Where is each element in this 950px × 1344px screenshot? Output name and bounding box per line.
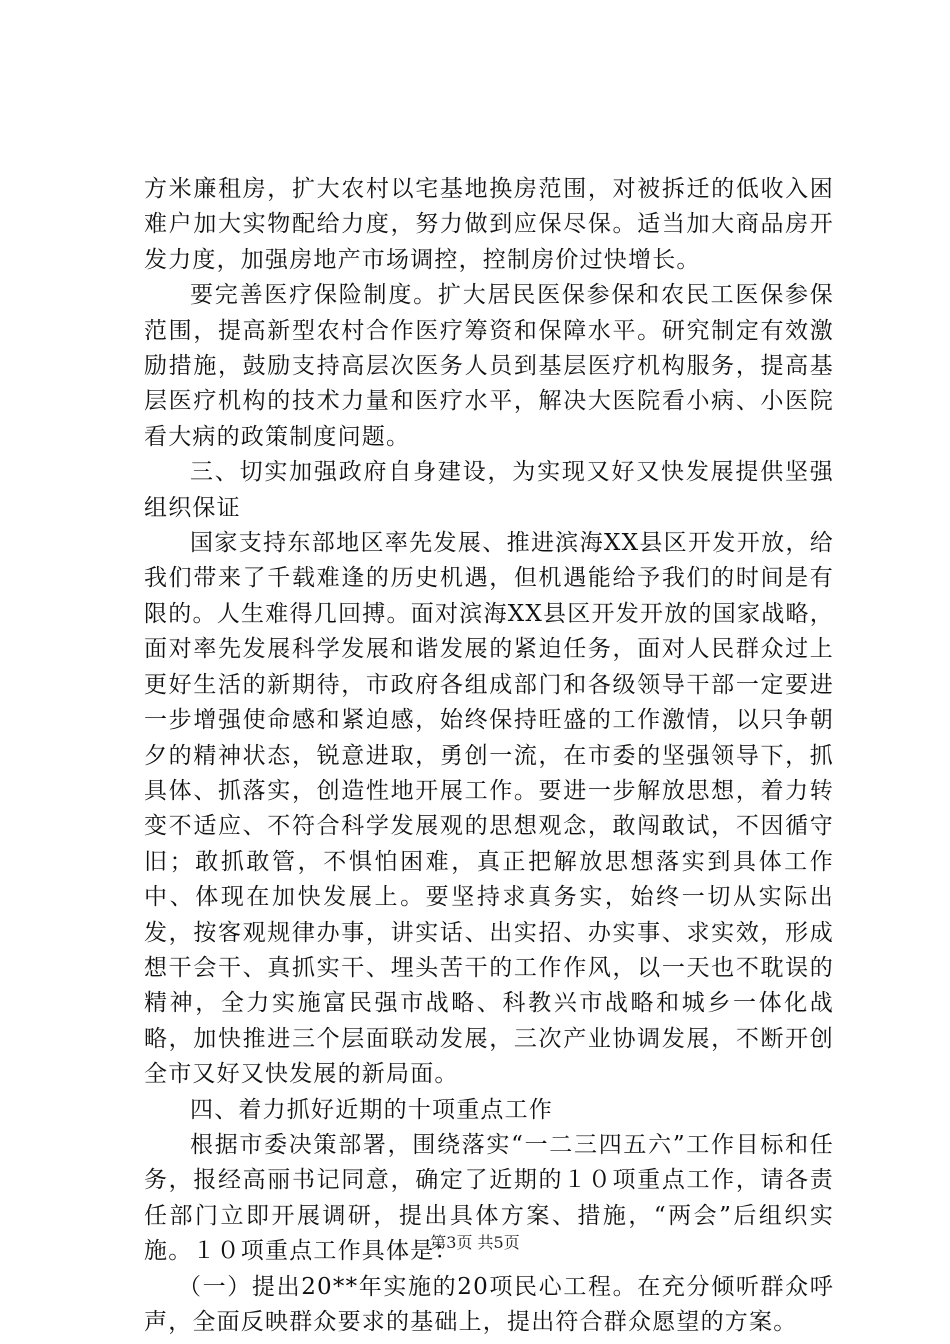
section-heading-4: 四、着力抓好近期的十项重点工作: [190, 1096, 553, 1123]
document-body: [144, 172, 834, 1340]
list-item-1: （一）提出20**年实施的20项民心工程。在充分倾听群众呼声，全面反映群众要求的基础上，提出符合群众愿望的方案。: [144, 1273, 834, 1335]
section-heading-3: 三、切实加强政府自身建设，为实现又好又快发展提供坚强组织保证: [144, 459, 834, 521]
paragraph-ten-key-tasks: 根据市委决策部署，围绕落实“一二三四五六”工作目标和任务，报经高丽书记同意，确定了近期的１０项重点工作，请各责任部门立即开展调研，提出具体方案、措施，“两会”后组织实施。１０项重点工作具体是：: [144, 1131, 834, 1265]
paragraph-housing: 方米廉租房，扩大农村以宅基地换房范围，对被拆迁的低收入困难户加大实物配给力度，努力做到应保尽保。适当加大商品房开发力度，加强房地产市场调控，控制房价过快增长。: [144, 176, 834, 273]
page-footer: 第3页 共5页: [430, 1233, 520, 1252]
paragraph-government-building: 国家支持东部地区率先发展、推进滨海XX县区开发开放，给我们带来了千载难逢的历史机遇，但机遇能给予我们的时间是有限的。人生难得几回搏。面对滨海XX县区开发开放的国家战略，面对率先发展科学发展和谐发展的紧迫任务，面对人民群众过上更好生活的新期待，市政府各组成部门和各级领导干部一定要进一步增强使命感和紧迫感，始终保持旺盛的工作激情，以只争朝夕的精神状态，锐意进取，勇创一流，在市委的坚强领导下，抓具体、抓落实，创造性地开展工作。要进一步解放思想，着力转变不适应、不符合科学发展观的思想观念，敢闯敢试，不因循守旧；敢抓敢管，不惧怕困难，真正把解放思想落实到具体工作中、体现在加快发展上。要坚持求真务实，始终一切从实际出发，按客观规律办事，讲实话、出实招、办实事、求实效，形成想干会干、真抓实干、埋头苦干的工作作风，以一天也不耽误的精神，全力实施富民强市战略、科教兴市战略和城乡一体化战略，加快推进三个层面联动发展，三次产业协调发展，不断开创全市又好又快发展的新局面。: [144, 530, 834, 1088]
paragraph-medical-insurance: 要完善医疗保险制度。扩大居民医保参保和农民工医保参保范围，提高新型农村合作医疗筹资和保障水平。研究制定有效激励措施，鼓励支持高层次医务人员到基层医疗机构服务，提高基层医疗机构的技术力量和医疗水平，解决大医院看小病、小医院看大病的政策制度问题。: [144, 282, 834, 450]
